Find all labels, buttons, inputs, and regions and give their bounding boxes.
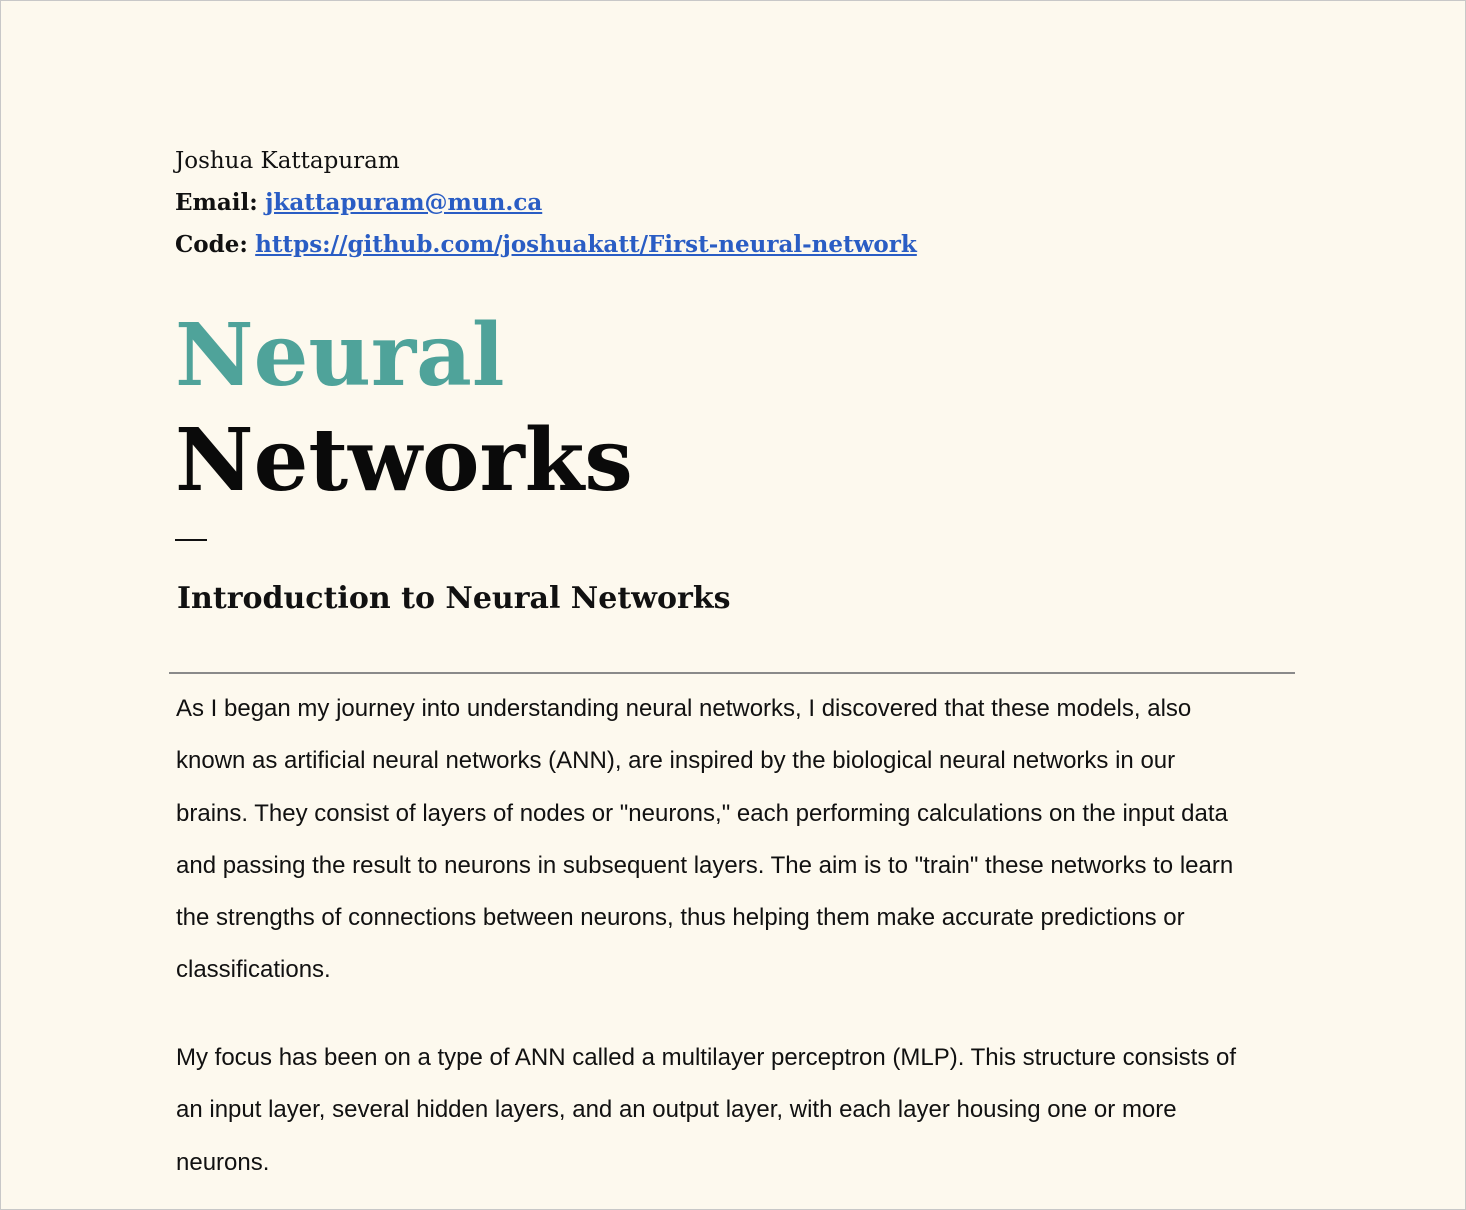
author-name: Joshua Kattapuram (175, 148, 400, 174)
paragraph-line: neurons. (176, 1148, 270, 1176)
paragraph-line: My focus has been on a type of ANN called a multilayer perceptron (MLP). This structure consists of (176, 1044, 1237, 1071)
code-line (175, 224, 917, 266)
paragraph-line: known as artificial neural networks (ANN), are inspired by the biological neural networks in our (176, 747, 1176, 775)
email-line (175, 182, 917, 224)
section-heading: Introduction to Neural Networks (177, 581, 731, 616)
title-dash-divider (175, 539, 207, 541)
paragraph-line: brains. They consist of layers of nodes or "neurons," each performing calculations on the input data (176, 799, 1228, 827)
title-line-2: Networks (175, 410, 633, 511)
email-link[interactable]: jkattapuram@mun.ca (265, 189, 543, 216)
code-link[interactable]: https://github.com/joshuakatt/First-neural-network (255, 231, 917, 258)
paragraph-1 (176, 683, 1316, 997)
paragraph-line: an input layer, several hidden layers, and an output layer, with each layer housing one or more (176, 1096, 1177, 1124)
paragraph-line: As I began my journey into understanding neural networks, I discovered that these models, also (176, 695, 1192, 722)
paragraph-line: and passing the result to neurons in subsequent layers. The aim is to "train" these networks to learn (176, 851, 1234, 879)
email-label: Email: (175, 189, 258, 216)
paragraph-line: the strengths of connections between neurons, thus helping them make accurate predictions or (176, 904, 1185, 932)
page-title (175, 303, 633, 513)
paragraph-line: classifications. (176, 956, 331, 984)
paragraph-2 (176, 1032, 1316, 1189)
code-label: Code: (175, 231, 248, 258)
horizontal-rule (169, 672, 1295, 674)
author-block (175, 141, 917, 266)
title-line-1: Neural (175, 305, 505, 406)
